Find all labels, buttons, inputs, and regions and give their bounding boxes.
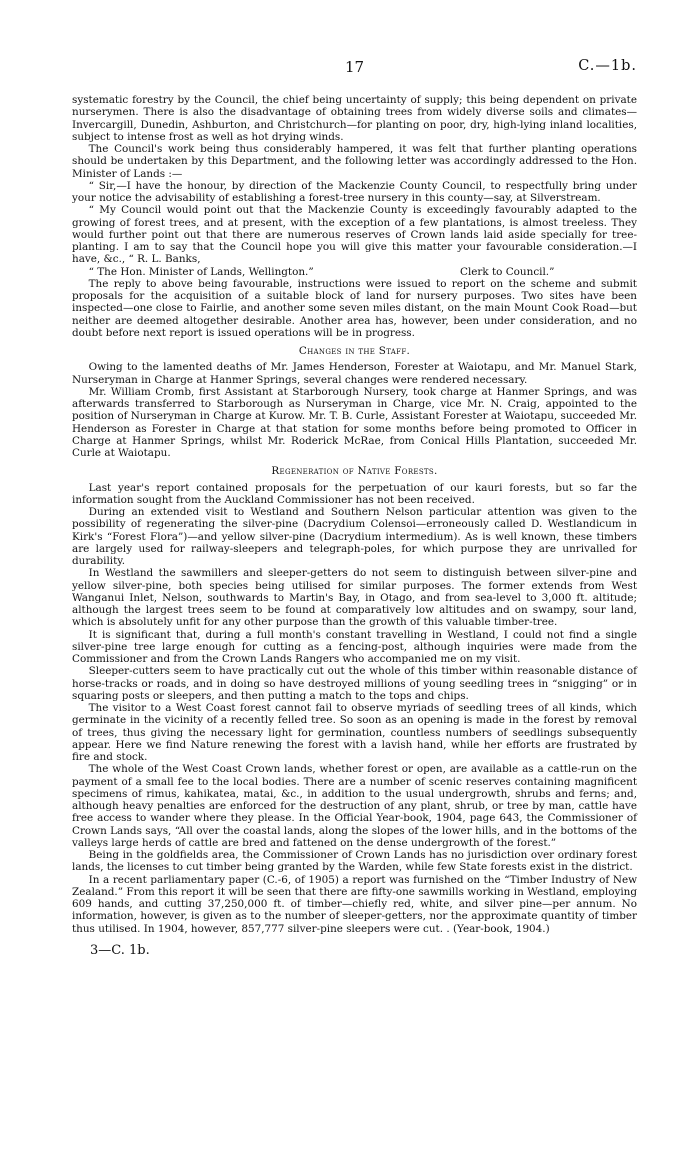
- paragraph: The Council's work being thus considerably hampered, it was felt that further planting operations should be undertaken by this Department, and the following letter was accordingly addressed to the Hon. Minister of Lands :—: [72, 143, 637, 180]
- paragraph: Owing to the lamented deaths of Mr. James Henderson, Forester at Waiotapu, and Mr. Manuel Stark, Nurseryman in Charge at Hanmer Springs, several changes were rendered necessary.: [72, 361, 637, 386]
- section-heading: Regeneration of Native Forests.: [271, 465, 438, 478]
- paragraph: Mr. William Cromb, first Assistant at Starborough Nursery, took charge at Hanmer Springs, and was afterwards transferred to Starborough as Nurseryman in Charge, vice Mr. N. Craig, appointed to the position of Nurseryman in Charge at Kurow. Mr. T. B. Curle, Assistant Forester at Waiotapu, succeeded Mr. Henderson as Forester in Charge at that station for some months before being promoted to Officer in Charge at Hanmer Springs, whilst Mr. Roderick McRae, from Conical Hills Plantation, succeeded Mr. Curle at Waiotapu.: [72, 385, 637, 459]
- page-number: 17: [344, 58, 365, 76]
- paragraph: Sleeper-cutters seem to have practically cut out the whole of this timber within reasonable distance of horse-tracks or roads, and in doing so have destroyed millions of young seedling trees in “snigging” or in squaring posts or sleepers, and then putting a match to the tops and chips.: [72, 665, 637, 702]
- paragraph: In Westland the sawmillers and sleeper-getters do not seem to distinguish between silver-pine and yellow silver-pine, both species being utilised for similar purposes. The former extends from West Wanganui Inlet, Nelson, southwards to Martin's Bay, in Otago, and from sea-level to 3,000 ft. altitude; although the largest trees seem to be found at comparatively low altitudes and on swampy, sour land, which is absolutely unfit for any other purpose than the growth of this valuable timber-tree.: [72, 567, 637, 629]
- letter-signature-line: [72, 266, 637, 278]
- paragraph: Being in the goldfields area, the Commissioner of Crown Lands has no jurisdiction over ordinary forest lands, the licenses to cut timber being granted by the Warden, while few State forests exist in the district.: [72, 849, 637, 874]
- paragraph: The whole of the West Coast Crown lands, whether forest or open, are available as a cattle-run on the payment of a small fee to the local bodies. There are a number of scenic reserves containing magnificent specimens of rimus, kahikatea, matai, &c., in addition to the usual undergrowth, shrubs and ferns; and, although heavy penalties are enforced for the destruction of any plant, shrub, or tree by man, cattle have free access to wander where they please. In the Official Year-book, 1904, page 643, the Commissioner of Crown Lands says, “All over the coastal lands, along the slopes of the lower hills, and in the bottoms of the valleys large herds of cattle are bred and fattened on the dense undergrowth of the forest.”: [72, 763, 637, 849]
- paragraph: In a recent parliamentary paper (C.-6, of 1905) a report was furnished on the “Timber Industry of New Zealand.” From this report it will be seen that there are fifty-one sawmills working in Westland, employing 609 hands, and cutting 37,250,000 ft. of timber—chiefly red, white, and silver pine—per annum. No information, however, is given as to the number of sleeper-getters, nor the approximate quantity of timber thus utilised. In 1904, however, 857,777 silver-pine sleepers were cut. . (Year-book, 1904.): [72, 873, 637, 935]
- paragraph: During an extended visit to Westland and Southern Nelson particular attention was given to the possibility of regenerating the silver-pine (Dacrydium Colensoi—erroneously called D. Westlandicum in Kirk's “Forest Flora”)—and yellow silver-pine (Dacrydium intermedium). As is well known, these timbers are largely used for railway-sleepers and telegraph-poles, for which purpose they are unrivalled for durability.: [72, 506, 637, 567]
- letter-signatory-title: Clerk to Council.”: [460, 265, 555, 278]
- paragraph: The reply to above being favourable, instructions were issued to report on the scheme and submit proposals for the acquisition of a suitable block of land for nursery purposes. Two sites have been inspected—one close to Fairlie, and another some seven miles distant, on the main Mount Cook Road—but neither are deemed altogether desirable. Another area has, however, been under consideration, and no doubt before next report is issued operations will be in progress.: [72, 277, 637, 339]
- document-page: [72, 58, 637, 958]
- section-heading: Changes in the Staff.: [298, 345, 411, 357]
- document-body: [72, 94, 637, 935]
- document-reference: C.—1b.: [578, 58, 637, 74]
- signature-mark: 3—C. 1b.: [90, 942, 150, 958]
- paragraph: Last year's report contained proposals for the perpetuation of our kauri forests, but so far the information sought from the Auckland Commissioner has not been received.: [72, 481, 637, 506]
- letter-addressee: “ The Hon. Minister of Lands, Wellington.”: [88, 265, 314, 278]
- page-header: [72, 58, 637, 82]
- paragraph: systematic forestry by the Council, the chief being uncertainty of supply; this being dependent on private nurserymen. There is also the disadvantage of obtaining trees from widely diverse soils and climates—Invercargill, Dunedin, Ashburton, and Christchurch—for planting on poor, dry, high-lying inland localities, subject to intense frost as well as hot drying winds.: [72, 94, 637, 143]
- paragraph: “ Sir,—I have the honour, by direction of the Mackenzie County Council, to respectfully bring under your notice the advisability of establishing a forest-tree nursery in this county—say, at Silverstream.: [72, 179, 637, 204]
- paragraph: The visitor to a West Coast forest cannot fail to observe myriads of seedling trees of all kinds, which germinate in the vicinity of a recently felled tree. So soon as an opening is made in the forest by removal of trees, thus giving the necessary light for germination, countless numbers of seedlings subsequently appear. Here we find Nature renewing the forest with a lavish hand, while her efforts are frustrated by fire and stock.: [72, 702, 637, 763]
- paragraph: “ My Council would point out that the Mackenzie County is exceedingly favourably adapted to the growing of forest trees, and at present, with the exception of a few plantations, is almost treeless. They would further point out that there are numerous reserves of Crown lands laid aside specially for tree-planting. I am to say that the Council hope you will give this matter your favourable consideration.—I have, &c., “ R. L. Banks,: [72, 204, 637, 266]
- paragraph: It is significant that, during a full month's constant travelling in Westland, I could not find a single silver-pine tree large enough for cutting as a fencing-post, although inquiries were made from the Commissioner and from the Crown Lands Rangers who accompanied me on my visit.: [72, 628, 637, 665]
